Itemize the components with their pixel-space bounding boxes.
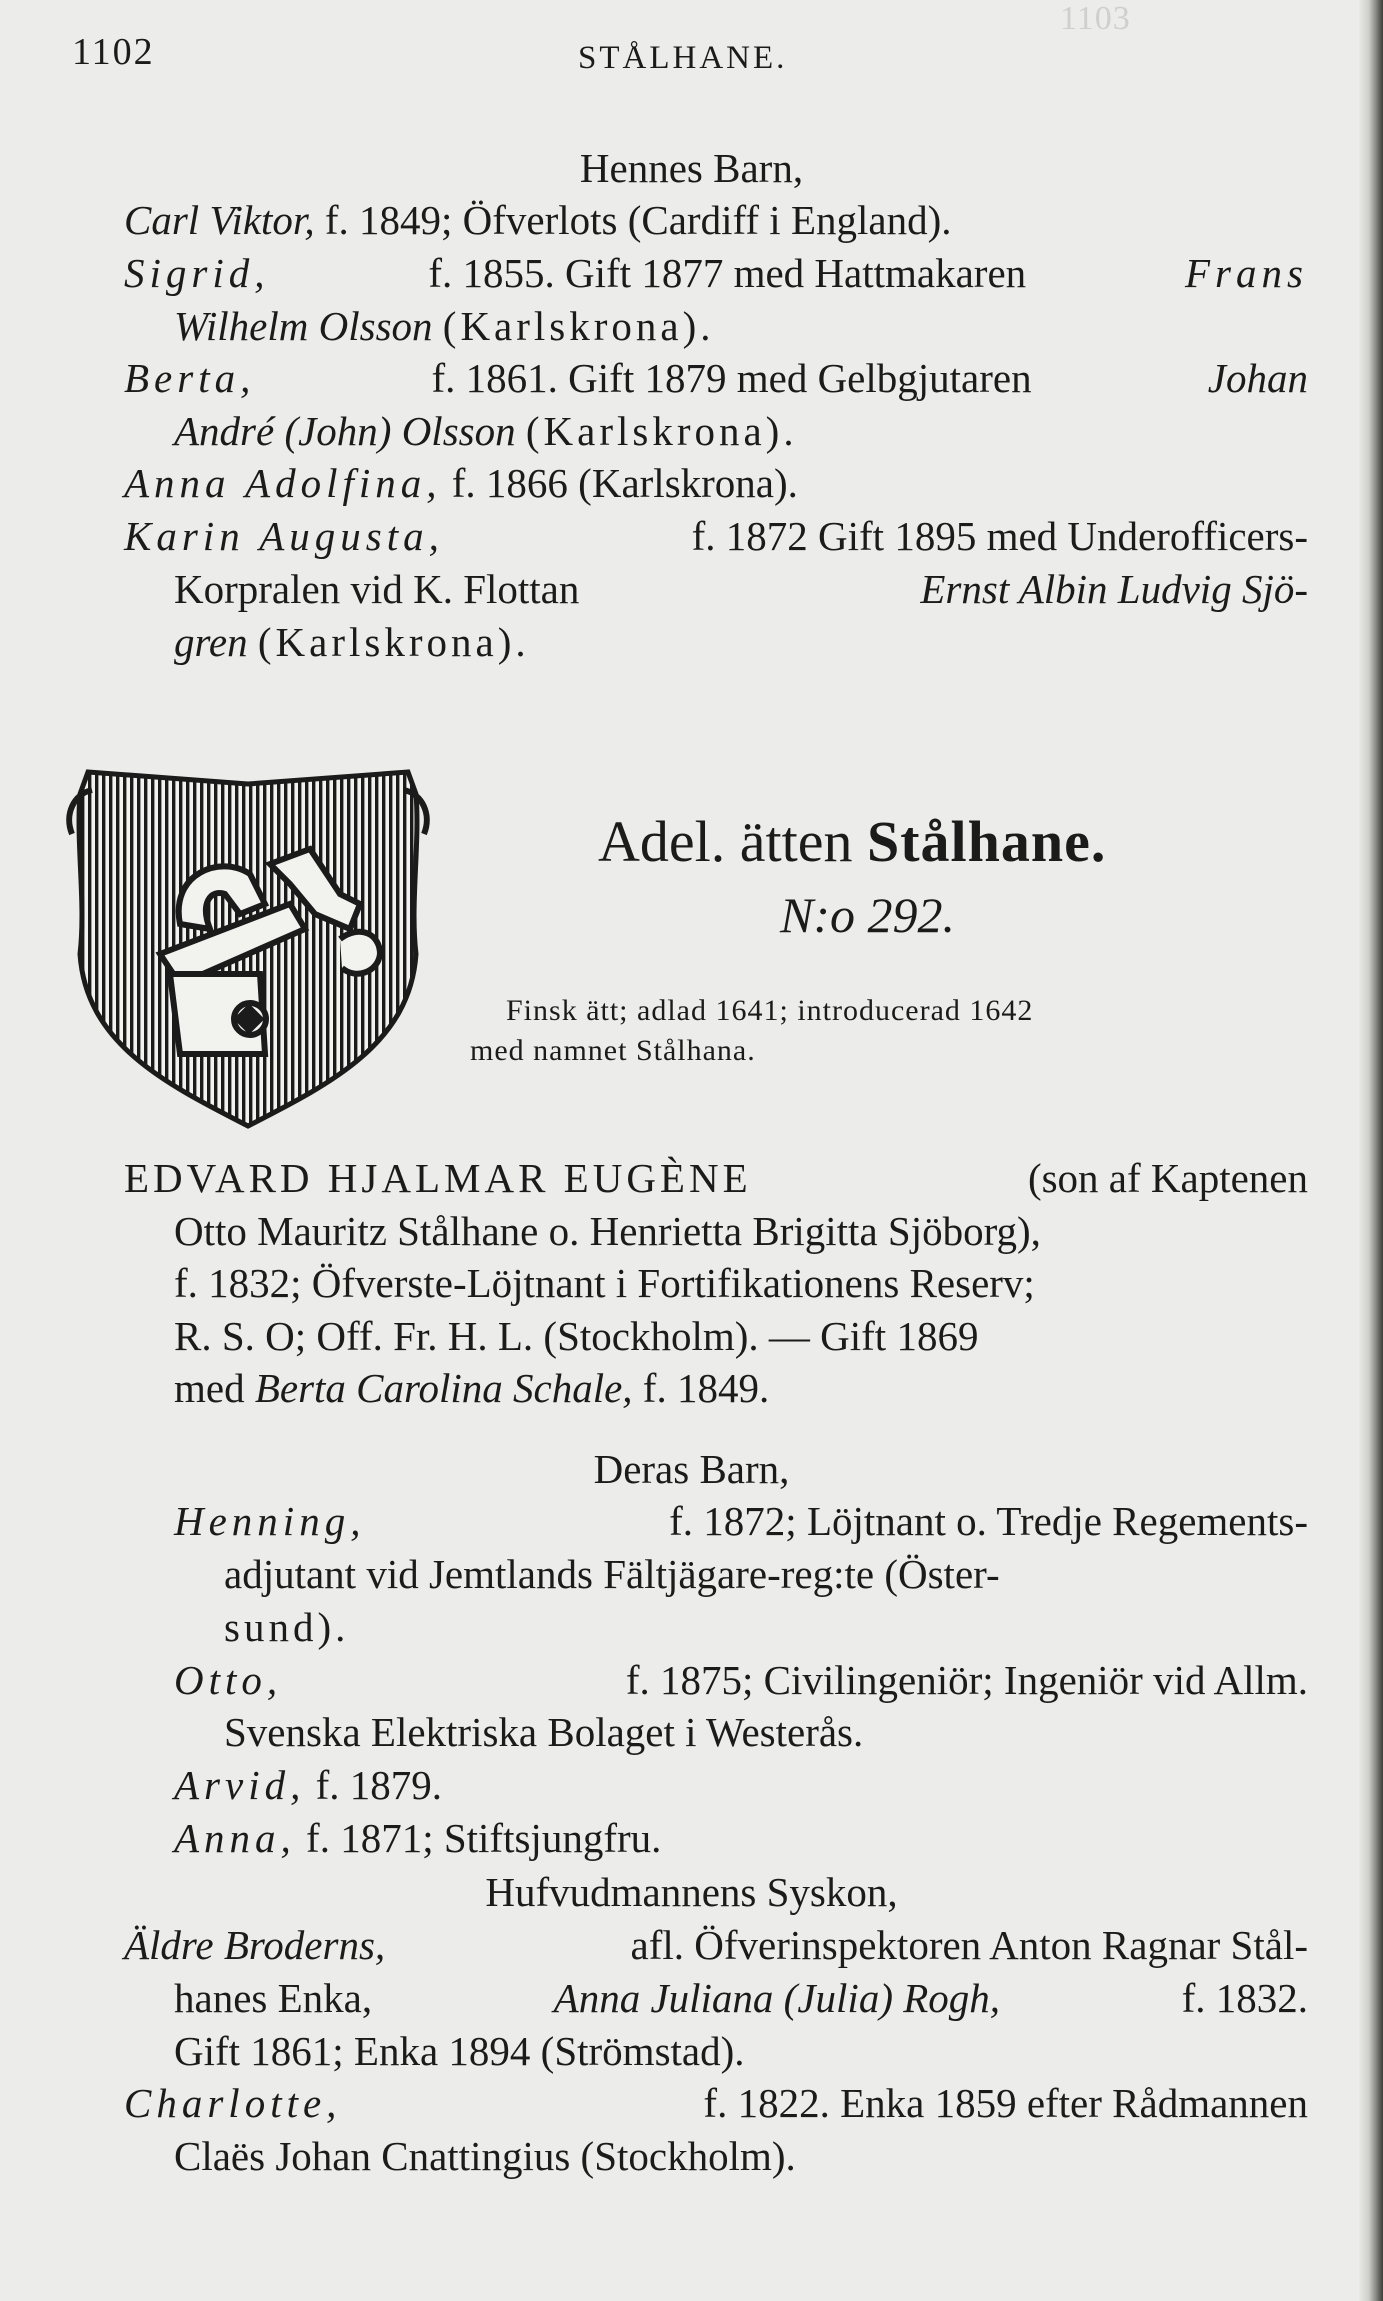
- entry-text: f. 1832.: [1181, 1975, 1308, 2021]
- family-title: [598, 808, 1106, 875]
- entry-line: [124, 513, 1308, 559]
- name: Charlotte,: [124, 2080, 342, 2126]
- name: gren: [174, 619, 248, 665]
- family-number: [780, 886, 955, 944]
- entry-text: afl. Öfverinspektoren Anton Ragnar Stål-: [630, 1922, 1308, 1968]
- entry-line: [174, 1365, 770, 1411]
- origin-line: Finsk ätt; adlad 1641; introducerad 1642: [506, 994, 1034, 1027]
- family-title-prefix: Adel. ätten: [598, 809, 853, 874]
- entry-line: [174, 1762, 442, 1808]
- name: Carl Viktor,: [124, 197, 315, 243]
- entry-text: f. 1849; Öfverlots (Cardiff i England).: [324, 197, 952, 243]
- name: Ernst Albin Ludvig Sjö-: [920, 566, 1308, 612]
- name: Berta,: [124, 355, 256, 401]
- entry-line: [174, 1657, 1308, 1703]
- entry-line: [174, 303, 715, 349]
- entry-text: hanes Enka,: [174, 1975, 373, 2021]
- entry-text: f. 1849.: [642, 1365, 770, 1411]
- entry-line: [174, 1815, 662, 1861]
- entry-line: [124, 250, 1308, 296]
- entry-text: f. 1822. Enka 1859 efter Rådmannen: [703, 2080, 1308, 2126]
- family-title-name: Stålhane.: [866, 809, 1107, 874]
- section-heading: Deras Barn,: [593, 1446, 790, 1492]
- bleed-through-page-number: 1103: [1060, 0, 1131, 37]
- entry-line: adjutant vid Jemtlands Fältjägare-reg:te (Öster-: [224, 1551, 1000, 1597]
- page-edge-shadow: [1359, 0, 1383, 2301]
- entry-text: f. 1871; Stiftsjungfru.: [306, 1815, 662, 1861]
- entry-line: Svenska Elektriska Bolaget i Westerås.: [224, 1709, 864, 1755]
- entry-line: sund).: [224, 1604, 350, 1650]
- entry-text: f. 1879.: [315, 1762, 442, 1808]
- entry-line: [124, 1155, 1308, 1201]
- entry-text: f. 1861. Gift 1879 med Gelbgjutaren: [431, 355, 1032, 401]
- section-heading: Hufvudmannens Syskon,: [485, 1869, 898, 1915]
- entry-text: f. 1866 (Karlskrona).: [451, 460, 798, 506]
- entry-text: f. 1872 Gift 1895 med Underofficers-: [691, 513, 1308, 559]
- family-number-text: N:o 292.: [780, 887, 955, 943]
- name: Anna Juliana (Julia) Rogh,: [553, 1975, 1001, 2021]
- entry-line: [174, 1975, 1308, 2021]
- name: Anna Adolfina,: [124, 460, 442, 506]
- name: Henning,: [174, 1498, 366, 1544]
- entry-text: (son af Kaptenen: [1027, 1155, 1308, 1201]
- entry-line: [174, 566, 1308, 612]
- name: Arvid,: [174, 1762, 306, 1808]
- entry-text: f. 1855. Gift 1877 med Hattmakaren: [428, 250, 1027, 296]
- entry-text: (Karlskrona).: [442, 303, 715, 349]
- entry-line: R. S. O; Off. Fr. H. L. (Stockholm). — Gift 1869: [174, 1313, 979, 1359]
- name: André (John) Olsson: [174, 408, 516, 454]
- name: Otto,: [174, 1657, 283, 1703]
- origin-line: med namnet Stålhana.: [470, 1034, 756, 1067]
- entry-text: Korpralen vid K. Flottan: [174, 566, 580, 612]
- name: Äldre Broderns,: [124, 1922, 386, 1968]
- entry-line: [124, 197, 1308, 243]
- name: Anna,: [174, 1815, 296, 1861]
- entry-text: (Karlskrona).: [525, 408, 798, 454]
- name: Johan: [1207, 355, 1308, 401]
- name: Sigrid,: [124, 250, 270, 296]
- head-name: EDVARD HJALMAR EUGÈNE: [124, 1155, 752, 1201]
- entry-line: [124, 355, 1308, 401]
- coat-of-arms-icon: [60, 754, 436, 1134]
- entry-line: [174, 1498, 1308, 1544]
- entry-line: [174, 619, 530, 665]
- name: Frans: [1185, 250, 1308, 296]
- name: Karin Augusta,: [124, 513, 444, 559]
- entry-line: [124, 2080, 1308, 2126]
- section-heading: Hennes Barn,: [579, 145, 804, 191]
- entry-line: [124, 460, 798, 506]
- running-title: STÅLHANE.: [578, 40, 788, 76]
- entry-line: f. 1832; Öfverste-Löjtnant i Fortifikationens Reserv;: [174, 1260, 1035, 1306]
- entry-line: Claës Johan Cnattingius (Stockholm).: [174, 2133, 796, 2179]
- entry-text: (Karlskrona).: [257, 619, 530, 665]
- entry-text: f. 1875; Civilingeniör; Ingeniör vid Allm.: [625, 1657, 1308, 1703]
- page-number: 1102: [72, 31, 155, 73]
- name: Berta Carolina Schale,: [254, 1365, 633, 1411]
- entry-line: [124, 1922, 1308, 1968]
- entry-text: med: [174, 1365, 245, 1411]
- entry-line: Gift 1861; Enka 1894 (Strömstad).: [174, 2028, 745, 2074]
- name: Wilhelm Olsson: [174, 303, 433, 349]
- entry-line: [174, 408, 798, 454]
- entry-line: Otto Mauritz Stålhane o. Henrietta Brigitta Sjöborg),: [174, 1208, 1041, 1254]
- entry-text: f. 1872; Löjtnant o. Tredje Regements-: [669, 1498, 1308, 1544]
